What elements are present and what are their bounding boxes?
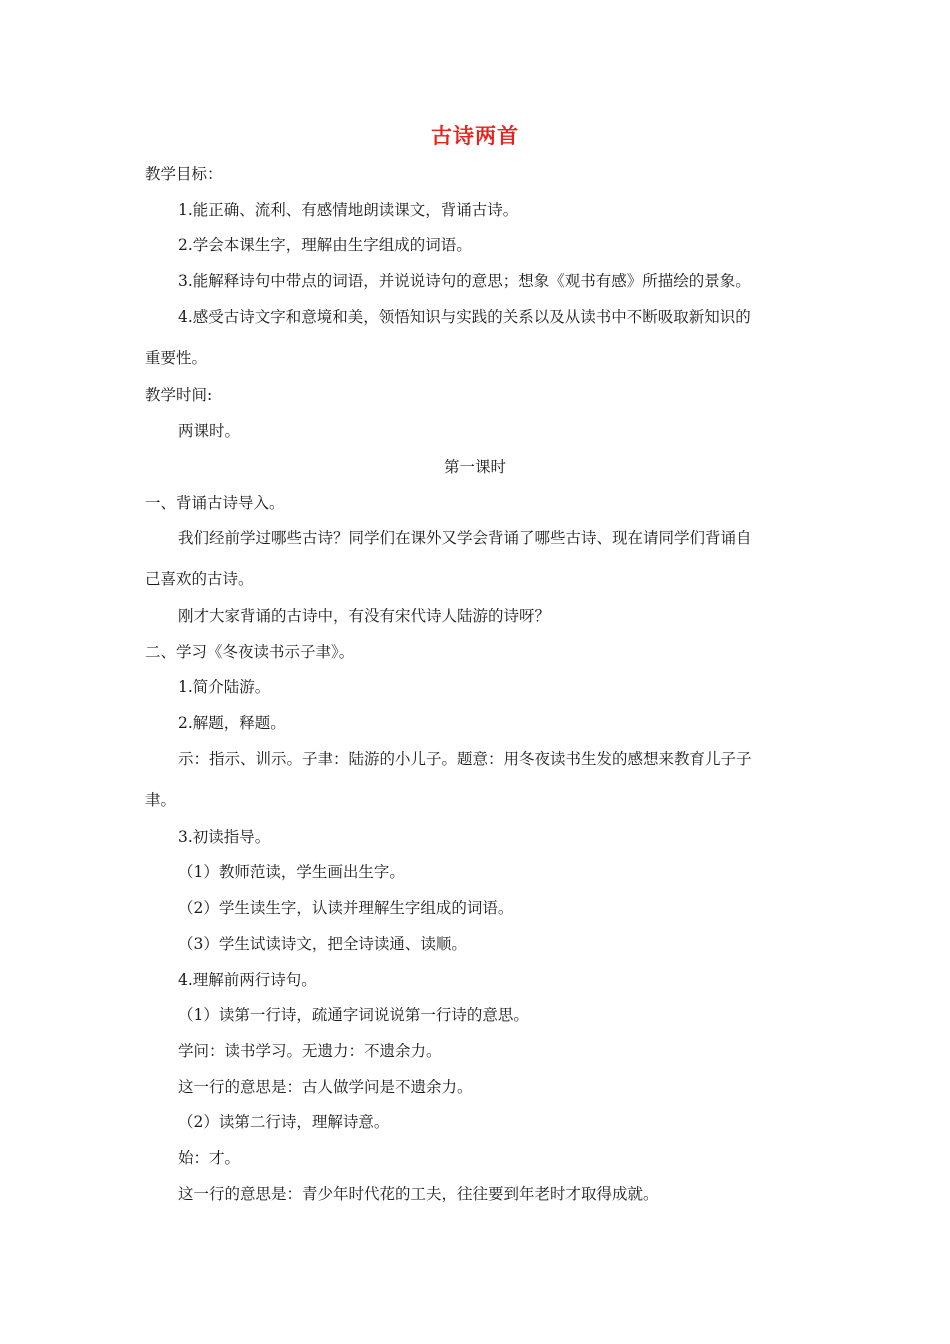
objective-item: 1.能正确、流利、有感情地朗读课文，背诵古诗。 bbox=[178, 201, 519, 219]
lesson-heading: 第一课时 bbox=[443, 458, 506, 476]
objective-item-continued: 重要性。 bbox=[145, 349, 208, 367]
section-heading-objectives: 教学目标： bbox=[145, 165, 223, 183]
paragraph: 刚才大家背诵的古诗中，有没有宋代诗人陆游的诗呀？ bbox=[178, 607, 551, 625]
sub-step-item: （1）教师范读，学生画出生字。 bbox=[178, 863, 405, 881]
paragraph: 我们经前学过哪些古诗？同学们在课外又学会背诵了哪些古诗、现在请同学们背诵自 bbox=[178, 529, 752, 547]
sub-step-item: （2）读第二行诗，理解诗意。 bbox=[178, 1113, 390, 1131]
objective-item: 4.感受古诗文字和意境和美，领悟知识与实践的关系以及从读书中不断吸取新知识的 bbox=[178, 308, 751, 326]
paragraph: 这一行的意思是：古人做学问是不遗余力。 bbox=[178, 1078, 473, 1096]
sub-step-item: （3）学生试读诗文，把全诗读通、读顺。 bbox=[178, 935, 467, 953]
paragraph-continued: 聿。 bbox=[145, 791, 177, 809]
paragraph-continued: 己喜欢的古诗。 bbox=[145, 570, 254, 588]
time-value: 两课时。 bbox=[178, 422, 241, 440]
step-item: 3.初读指导。 bbox=[178, 828, 271, 846]
objective-item: 2.学会本课生字，理解由生字组成的词语。 bbox=[178, 236, 472, 254]
sub-step-item: （1）读第一行诗，疏通字词说说第一行诗的意思。 bbox=[178, 1006, 529, 1024]
sub-step-item: （2）学生读生字，认读并理解生字组成的词语。 bbox=[178, 899, 514, 917]
step-item: 2.解题，释题。 bbox=[178, 714, 286, 732]
section-heading-time: 教学时间: bbox=[145, 386, 213, 404]
paragraph: 学问：读书学习。无遗力：不遗余力。 bbox=[178, 1042, 442, 1060]
step-item: 1.简介陆游。 bbox=[178, 678, 271, 696]
objective-item: 3.能解释诗句中带点的词语，并说说诗句的意思；想象《观书有感》所描绘的景象。 bbox=[178, 272, 751, 290]
step-item: 4.理解前两行诗句。 bbox=[178, 971, 317, 989]
section-heading: 二、学习《冬夜读书示子聿》。 bbox=[145, 643, 355, 661]
paragraph: 始：才。 bbox=[178, 1149, 241, 1167]
paragraph: 示：指示、训示。子聿：陆游的小儿子。题意：用冬夜读书生发的感想来教育儿子子 bbox=[178, 750, 752, 768]
paragraph: 这一行的意思是：青少年时代花的工夫，往往要到年老时才取得成就。 bbox=[178, 1185, 659, 1203]
section-heading: 一、背诵古诗导入。 bbox=[145, 494, 285, 512]
document-title: 古诗两首 bbox=[431, 124, 519, 148]
